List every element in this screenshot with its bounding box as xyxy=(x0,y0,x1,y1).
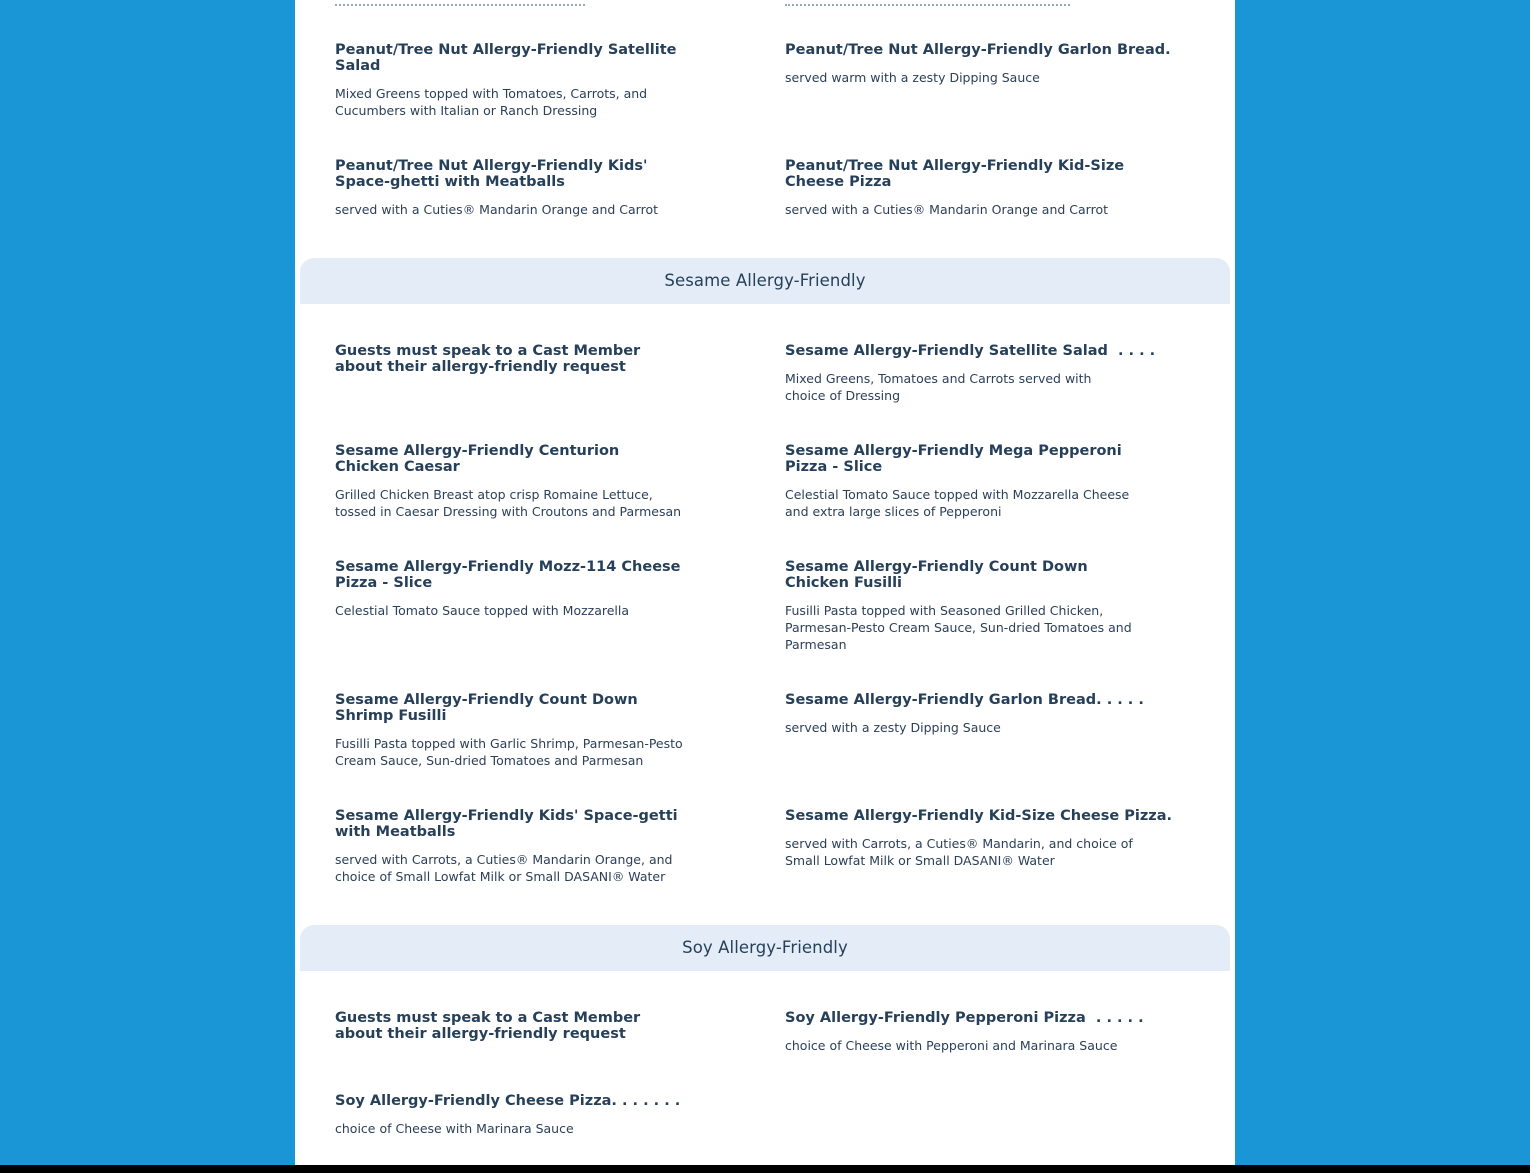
menu-item xyxy=(335,559,685,619)
menu-item-title: Sesame Allergy-Friendly Garlon Bread. . . . . xyxy=(785,692,1144,708)
menu-item-description: Mixed Greens, Tomatoes and Carrots served with choice of Dressing xyxy=(785,371,1092,403)
allergy-notice-text: Guests must speak to a Cast Member about their allergy-friendly request xyxy=(335,1010,641,1042)
menu-item-description: Mixed Greens topped with Tomatoes, Carrots, and Cucumbers with Italian or Ranch Dressing xyxy=(335,86,648,118)
menu-item-description: Grilled Chicken Breast atop crisp Romaine Lettuce, tossed in Caesar Dressing with Croutons and Parmesan xyxy=(335,487,682,519)
menu-item-description: served with a Cuties® Mandarin Orange and Carrot xyxy=(335,202,659,217)
menu-item-title: Sesame Allergy-Friendly Kid-Size Cheese Pizza. xyxy=(785,808,1173,824)
menu-item xyxy=(785,559,1135,653)
menu-item-title: Peanut/Tree Nut Allergy-Friendly Satellite Salad xyxy=(335,42,677,74)
dot-leader: . . . . . xyxy=(1096,692,1144,708)
section-header-sesame: Sesame Allergy-Friendly xyxy=(300,258,1230,304)
menu-item-description: Celestial Tomato Sauce topped with Mozzarella xyxy=(335,603,630,618)
menu-item xyxy=(785,42,1171,86)
menu-item xyxy=(785,158,1135,218)
menu-item xyxy=(335,808,685,885)
menu-item-title: Sesame Allergy-Friendly Mozz-114 Cheese Pizza - Slice xyxy=(335,559,681,591)
menu-item xyxy=(785,692,1144,736)
menu-item xyxy=(785,443,1135,520)
dot-leader: . xyxy=(1165,42,1171,58)
dot-leader: . . . . . xyxy=(1095,1010,1144,1026)
menu-item xyxy=(335,42,685,119)
dot-leader: . xyxy=(1166,808,1173,824)
menu-item-title: Peanut/Tree Nut Allergy-Friendly Kids' Space-ghetti with Meatballs xyxy=(335,158,648,190)
menu-item xyxy=(785,808,1173,869)
menu-item-title: Soy Allergy-Friendly Cheese Pizza. . . . . . . xyxy=(335,1093,681,1109)
menu-item-title: Sesame Allergy-Friendly Satellite Salad . . . . xyxy=(785,343,1156,359)
menu-item xyxy=(785,1010,1144,1054)
menu-item-description: served with a zesty Dipping Sauce xyxy=(785,720,1001,735)
allergy-notice xyxy=(335,343,685,375)
menu-item-description: served with Carrots, a Cuties® Mandarin Orange, and choice of Small Lowfat Milk or Small DASANI® Water xyxy=(335,852,673,884)
menu-item-description: served with Carrots, a Cuties® Mandarin, and choice of Small Lowfat Milk or Small DASANI® Water xyxy=(785,836,1133,868)
menu-item xyxy=(335,1093,685,1137)
menu-item-title: Sesame Allergy-Friendly Count Down Shrimp Fusilli xyxy=(335,692,638,724)
menu-item-title: Soy Allergy-Friendly Pepperoni Pizza . . . . . xyxy=(785,1010,1144,1026)
menu-panel xyxy=(295,0,1235,1165)
allergy-notice-text: Guests must speak to a Cast Member about their allergy-friendly request xyxy=(335,343,641,375)
menu-item-description: choice of Cheese with Marinara Sauce xyxy=(335,1121,574,1136)
menu-item-description: served with a Cuties® Mandarin Orange and Carrot xyxy=(785,202,1109,217)
menu-item xyxy=(335,443,685,520)
menu-item-title: Sesame Allergy-Friendly Centurion Chicken Caesar xyxy=(335,443,620,475)
menu-item-description: Celestial Tomato Sauce topped with Mozzarella Cheese and extra large slices of Pepperoni xyxy=(785,487,1130,519)
menu-item-title: Sesame Allergy-Friendly Mega Pepperoni Pizza - Slice xyxy=(785,443,1122,475)
menu-item xyxy=(785,343,1156,404)
dot-leader: . . . . . . . xyxy=(611,1093,681,1109)
dot-leader: . . . . xyxy=(1117,343,1156,359)
cut-off-description-left xyxy=(335,0,585,6)
menu-item-title: Sesame Allergy-Friendly Count Down Chicken Fusilli xyxy=(785,559,1088,591)
menu-item xyxy=(335,158,685,218)
allergy-notice xyxy=(335,1010,685,1042)
menu-item-title: Peanut/Tree Nut Allergy-Friendly Garlon Bread. xyxy=(785,42,1171,58)
bottom-bar xyxy=(0,1165,1530,1173)
menu-item-title: Sesame Allergy-Friendly Kids' Space-getti with Meatballs xyxy=(335,808,678,840)
menu-item-title: Peanut/Tree Nut Allergy-Friendly Kid-Size Cheese Pizza xyxy=(785,158,1125,190)
section-header-soy: Soy Allergy-Friendly xyxy=(300,925,1230,971)
cut-off-description-right xyxy=(785,0,1070,6)
menu-item-description: Fusilli Pasta topped with Garlic Shrimp, Parmesan-Pesto Cream Sauce, Sun-dried Tomatoes and Parmesan xyxy=(335,736,683,768)
menu-item-description: Fusilli Pasta topped with Seasoned Grilled Chicken, Parmesan-Pesto Cream Sauce, Sun-dried Tomatoes and Parmesan xyxy=(785,603,1132,652)
menu-item-description: served warm with a zesty Dipping Sauce xyxy=(785,70,1040,85)
menu-item-description: choice of Cheese with Pepperoni and Marinara Sauce xyxy=(785,1038,1118,1053)
menu-item xyxy=(335,692,685,769)
